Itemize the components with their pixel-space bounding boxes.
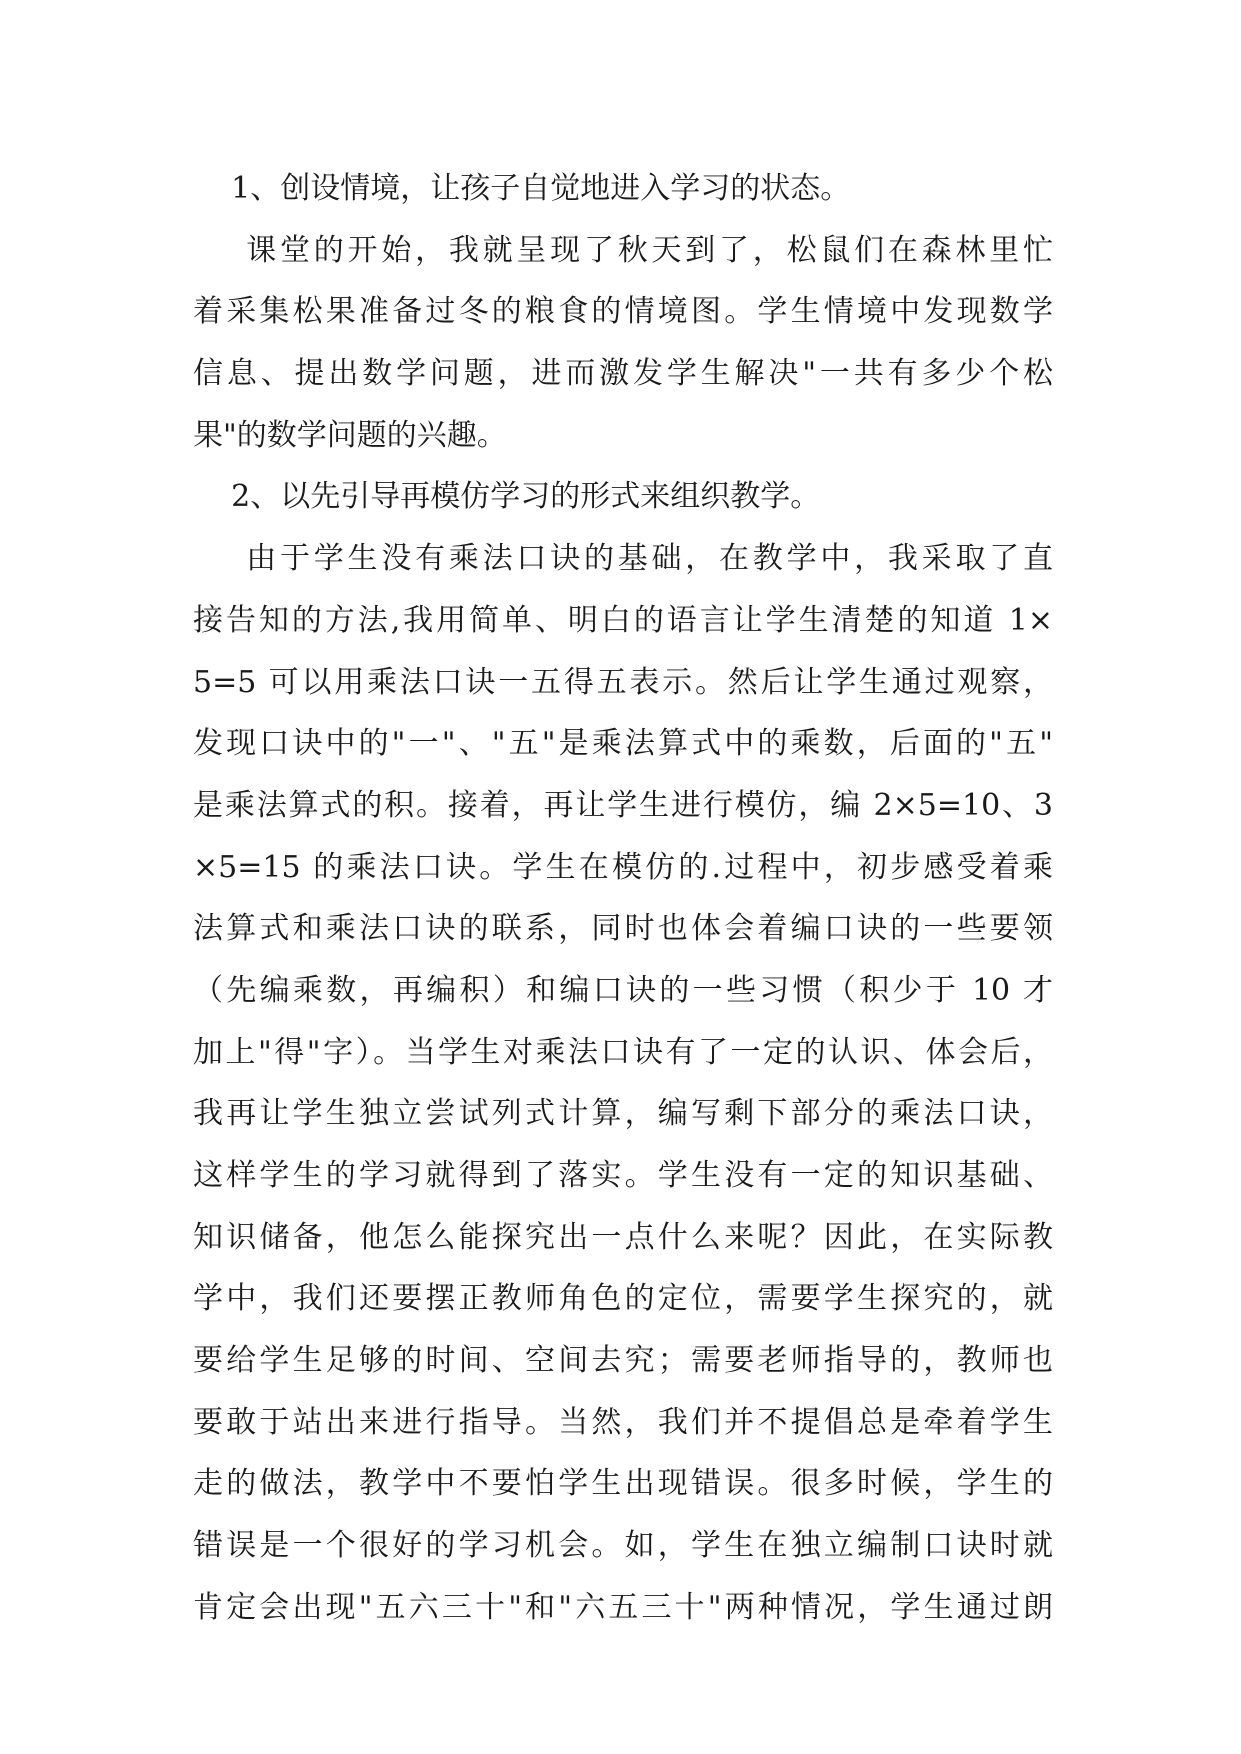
text-line: 由于学生没有乘法口诀的基础，在教学中，我采取了直: [193, 541, 1053, 577]
text-line: 要敢于站出来进行指导。当然，我们并不提倡总是牵着学生: [193, 1404, 1053, 1440]
text-line: 信息、提出数学问题，进而激发学生解决"一共有多少个松: [193, 356, 1053, 392]
body-text: [193, 158, 1053, 1639]
text-line: 发现口诀中的"一"、"五"是乘法算式中的乘数，后面的"五": [193, 726, 1053, 762]
text-line: 接告知的方法,我用简单、明白的语言让学生清楚的知道 1×: [193, 602, 1053, 638]
text-line: 是乘法算式的积。接着，再让学生进行模仿，编 2×5=10、3: [193, 787, 1053, 823]
text-line: 这样学生的学习就得到了落实。学生没有一定的知识基础、: [193, 1158, 1053, 1193]
text-line: 法算式和乘法口诀的联系，同时也体会着编口诀的一些要领: [193, 911, 1053, 947]
text-line: 5=5 可以用乘法口诀一五得五表示。然后让学生通过观察，: [193, 664, 1053, 700]
heading-line-2: 2、以先引导再模仿学习的形式来组织教学。: [193, 479, 821, 515]
text-line: 我再让学生独立尝试列式计算，编写剩下部分的乘法口诀，: [193, 1096, 1053, 1132]
text-line: 错误是一个很好的学习机会。如，学生在独立编制口诀时就: [193, 1528, 1053, 1564]
text-line: 知识储备，他怎么能探究出一点什么来呢？因此，在实际教: [193, 1219, 1053, 1255]
text-line: 走的做法，教学中不要怕学生出现错误。很多时候，学生的: [193, 1466, 1053, 1502]
text-line: ×5=15 的乘法口诀。学生在模仿的.过程中，初步感受着乘: [193, 849, 1053, 885]
text-line: 着采集松果准备过冬的粮食的情境图。学生情境中发现数学: [193, 294, 1053, 330]
text-line: 肯定会出现"五六三十"和"六五三十"两种情况，学生通过朗: [193, 1589, 1053, 1625]
text-line: 要给学生足够的时间、空间去究；需要老师指导的，教师也: [193, 1343, 1053, 1379]
text-line: 学中，我们还要摆正教师角色的定位，需要学生探究的，就: [193, 1281, 1053, 1317]
text-line: （先编乘数，再编积）和编口诀的一些习惯（积少于 10 才: [193, 972, 1053, 1008]
text-line: 加上"得"字）。当学生对乘法口诀有了一定的认识、体会后，: [193, 1034, 1053, 1070]
heading-line-1: 1、创设情境，让孩子自觉地进入学习的状态。: [193, 171, 851, 206]
text-line: 果"的数学问题的兴趣。: [193, 417, 507, 453]
text-line: 课堂的开始，我就呈现了秋天到了，松鼠们在森林里忙: [193, 232, 1053, 268]
